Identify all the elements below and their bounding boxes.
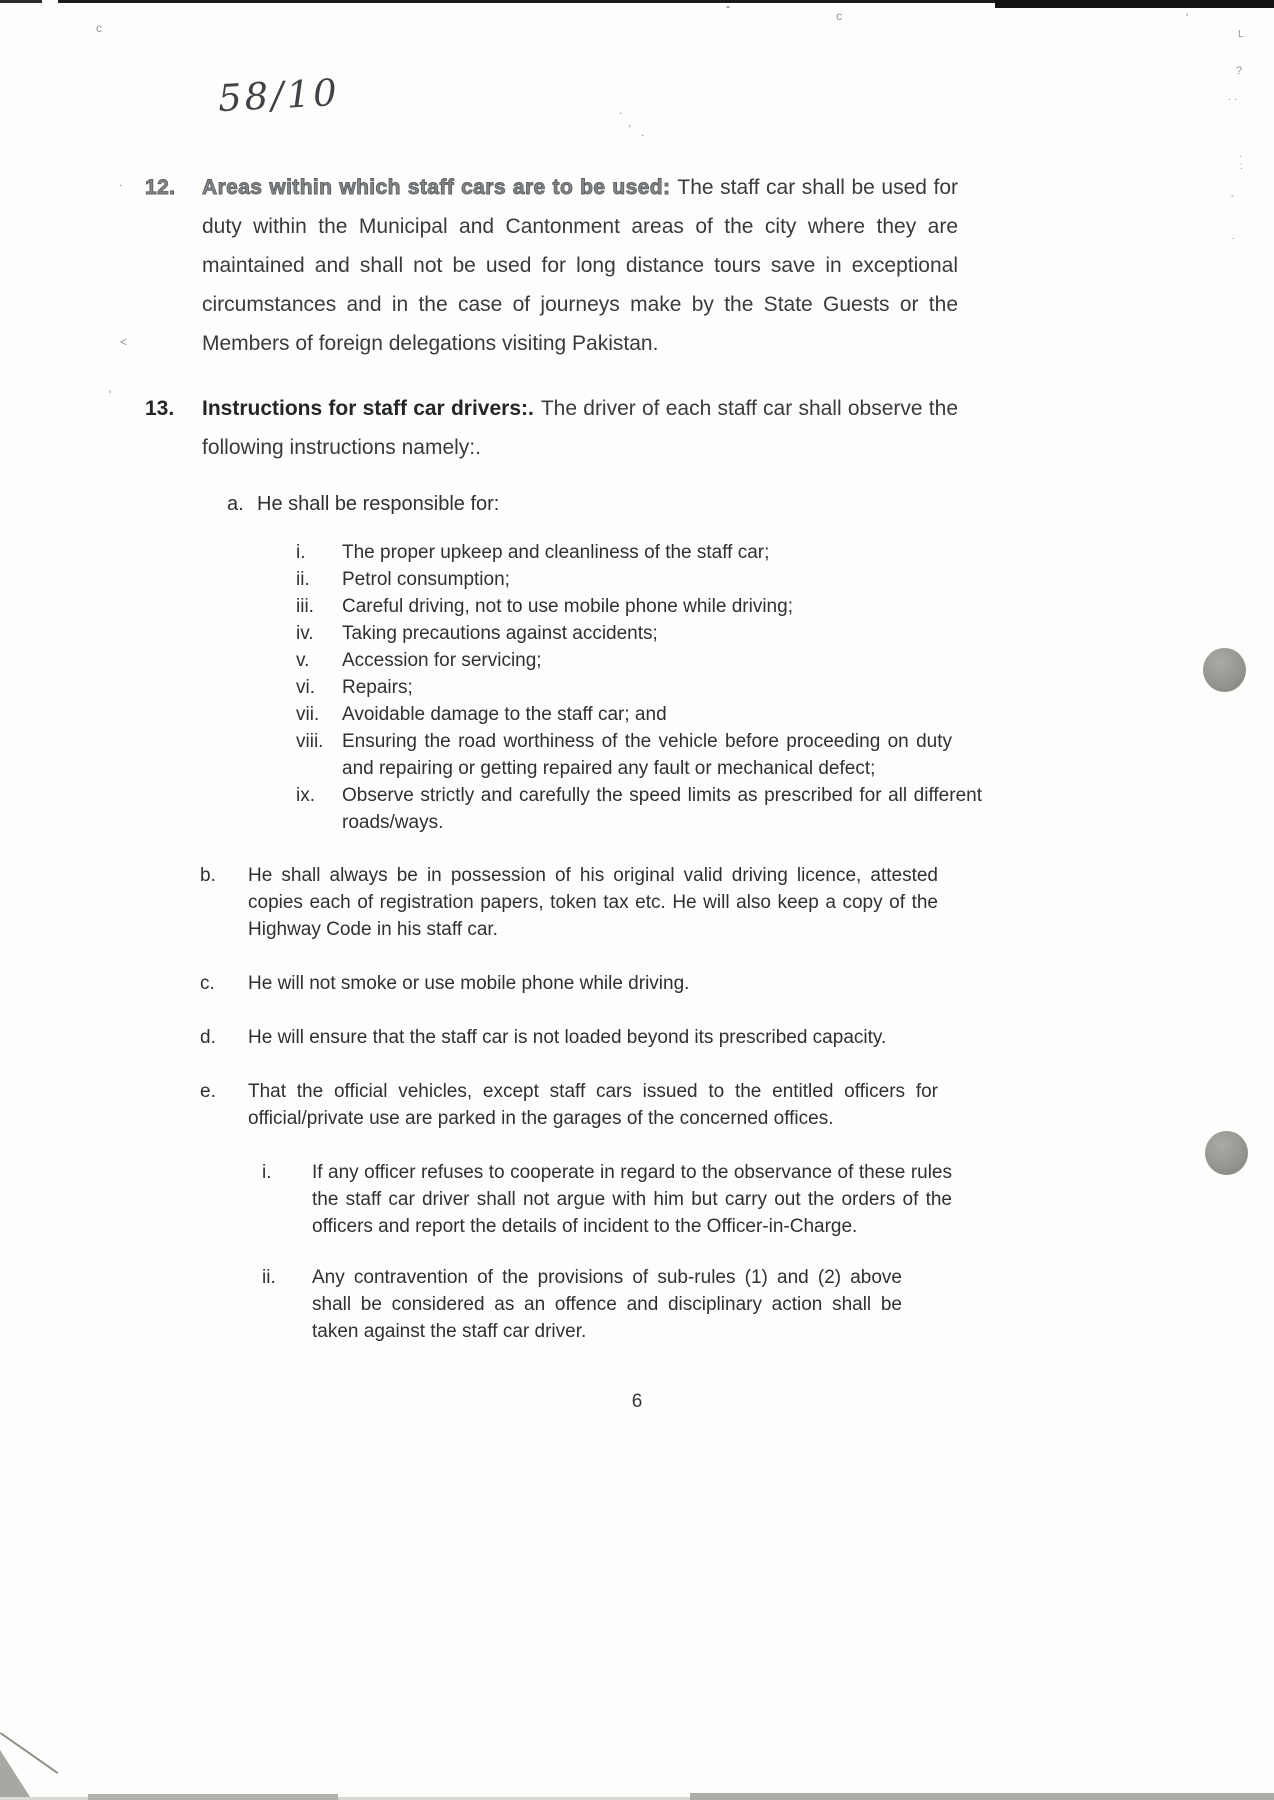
scan-bottom-smudge — [88, 1794, 338, 1800]
roman-text: Repairs; — [342, 677, 413, 698]
list-item — [296, 674, 1274, 701]
letter-list — [200, 862, 1274, 1132]
roman-label: ix. — [296, 785, 315, 806]
roman-text: Ensuring the road worthiness of the vehicle before proceeding on duty and repairing or getting repaired any fault or mechanical defect; — [342, 731, 952, 779]
roman-label: iii. — [296, 596, 314, 617]
roman-label: v. — [296, 650, 310, 671]
list-item — [296, 566, 1274, 593]
scan-speck: : — [1240, 161, 1243, 172]
letter-label: d. — [200, 1027, 216, 1048]
list-item — [200, 1024, 1274, 1051]
roman-text: Petrol consumption; — [342, 569, 510, 590]
scan-speck: c — [96, 21, 102, 35]
list-item — [262, 1159, 1274, 1240]
paragraph-12 — [145, 168, 1274, 363]
scan-speck: . — [1239, 149, 1242, 160]
scan-speck: < — [120, 335, 128, 349]
scan-speck: - — [726, 0, 730, 13]
roman-label: vii. — [296, 704, 320, 725]
roman-label: vi. — [296, 677, 315, 698]
list-item — [296, 647, 1274, 674]
sub-text: If any officer refuses to cooperate in regard to the observance of these rules the staff car driver shall not argue with him but carry out the orders of the officers and report the details of incident to the Officer-in-Charge. — [312, 1162, 952, 1237]
scan-speck: . — [641, 125, 645, 139]
roman-label: viii. — [296, 731, 324, 752]
list-item-a-text: He shall be responsible for: — [257, 493, 500, 515]
scan-speck: L — [1238, 29, 1244, 40]
page-corner-fold — [0, 1750, 32, 1800]
paragraph-13 — [145, 389, 1274, 467]
paragraph-13-heading: Instructions for staff car drivers:. — [202, 397, 534, 420]
list-item — [200, 1078, 1274, 1132]
letter-label: c. — [200, 973, 215, 994]
roman-label: i. — [296, 542, 306, 563]
sub-label: ii. — [262, 1267, 276, 1288]
sub-list — [262, 1159, 1274, 1345]
list-item — [200, 970, 1274, 997]
letter-text: He shall always be in possession of his original valid driving licence, attested copies each of registration papers, token tax etc. He will also keep a copy of the Highway Code in his staff car. — [248, 865, 938, 940]
scan-speck: c — [836, 9, 842, 23]
letter-text: He will ensure that the staff car is not loaded beyond its prescribed capacity. — [248, 1027, 887, 1048]
list-item — [296, 782, 1274, 836]
roman-text: Accession for servicing; — [342, 650, 542, 671]
paragraph-13-text — [202, 389, 958, 467]
paragraph-12-heading: Areas within which staff cars are to be used: — [202, 176, 671, 199]
list-item — [296, 593, 1274, 620]
sub-label: i. — [262, 1162, 272, 1183]
handwritten-note: 58/10 — [216, 70, 341, 121]
roman-text: Avoidable damage to the staff car; and — [342, 704, 667, 725]
list-item — [296, 620, 1274, 647]
paragraph-12-body: The staff car shall be used for duty within the Municipal and Cantonment areas of the city where they are maintained and shall not be used for long distance tours save in exceptional circumstances and in the case of journeys make by the State Guests or the Members of foreign delegations visiting Pakistan. — [202, 176, 958, 355]
roman-text: Taking precautions against accidents; — [342, 623, 658, 644]
list-item — [296, 701, 1274, 728]
paragraph-12-text — [202, 168, 958, 363]
scan-speck: . — [619, 103, 623, 117]
list-item-a — [227, 489, 1274, 519]
scan-speck: . . — [1228, 91, 1238, 103]
scan-bottom-smudge — [690, 1793, 1274, 1800]
scan-speck: . — [119, 175, 123, 189]
roman-text: The proper upkeep and cleanliness of the staff car; — [342, 542, 770, 563]
roman-text: Observe strictly and carefully the speed limits as prescribed for all different roads/ways. — [342, 785, 982, 833]
list-item — [296, 728, 1274, 782]
scan-speck: ' — [109, 388, 112, 402]
scan-speck: ? — [1236, 65, 1243, 77]
sub-text: Any contravention of the provisions of sub-rules (1) and (2) above shall be considered as an offence and disciplinary action shall be taken against the staff car driver. — [312, 1267, 902, 1342]
letter-label: b. — [200, 865, 216, 886]
roman-label: ii. — [296, 569, 310, 590]
list-item — [200, 862, 1274, 943]
roman-label: iv. — [296, 623, 314, 644]
scan-speck: - — [1231, 191, 1235, 202]
letter-label: e. — [200, 1081, 216, 1102]
scan-speck: , — [628, 115, 632, 129]
roman-list — [296, 539, 1274, 836]
paragraph-12-number: 12. — [145, 176, 176, 199]
list-item — [262, 1264, 1274, 1345]
paragraph-13-body: The driver of each staff car shall observe the following instructions namely:. — [202, 397, 959, 459]
letter-text: He will not smoke or use mobile phone while driving. — [248, 973, 690, 994]
page-number: 6 — [631, 1391, 643, 1412]
letter-text: That the official vehicles, except staff cars issued to the entitled officers for official/private use are parked in the garages of the concerned offices. — [248, 1081, 938, 1129]
list-item-a-label: a. — [227, 493, 244, 515]
list-item — [296, 539, 1274, 566]
paragraph-13-number: 13. — [145, 397, 175, 420]
scan-speck: ' — [1186, 11, 1189, 25]
roman-text: Careful driving, not to use mobile phone while driving; — [342, 596, 793, 617]
scan-speck: . — [1232, 231, 1235, 242]
